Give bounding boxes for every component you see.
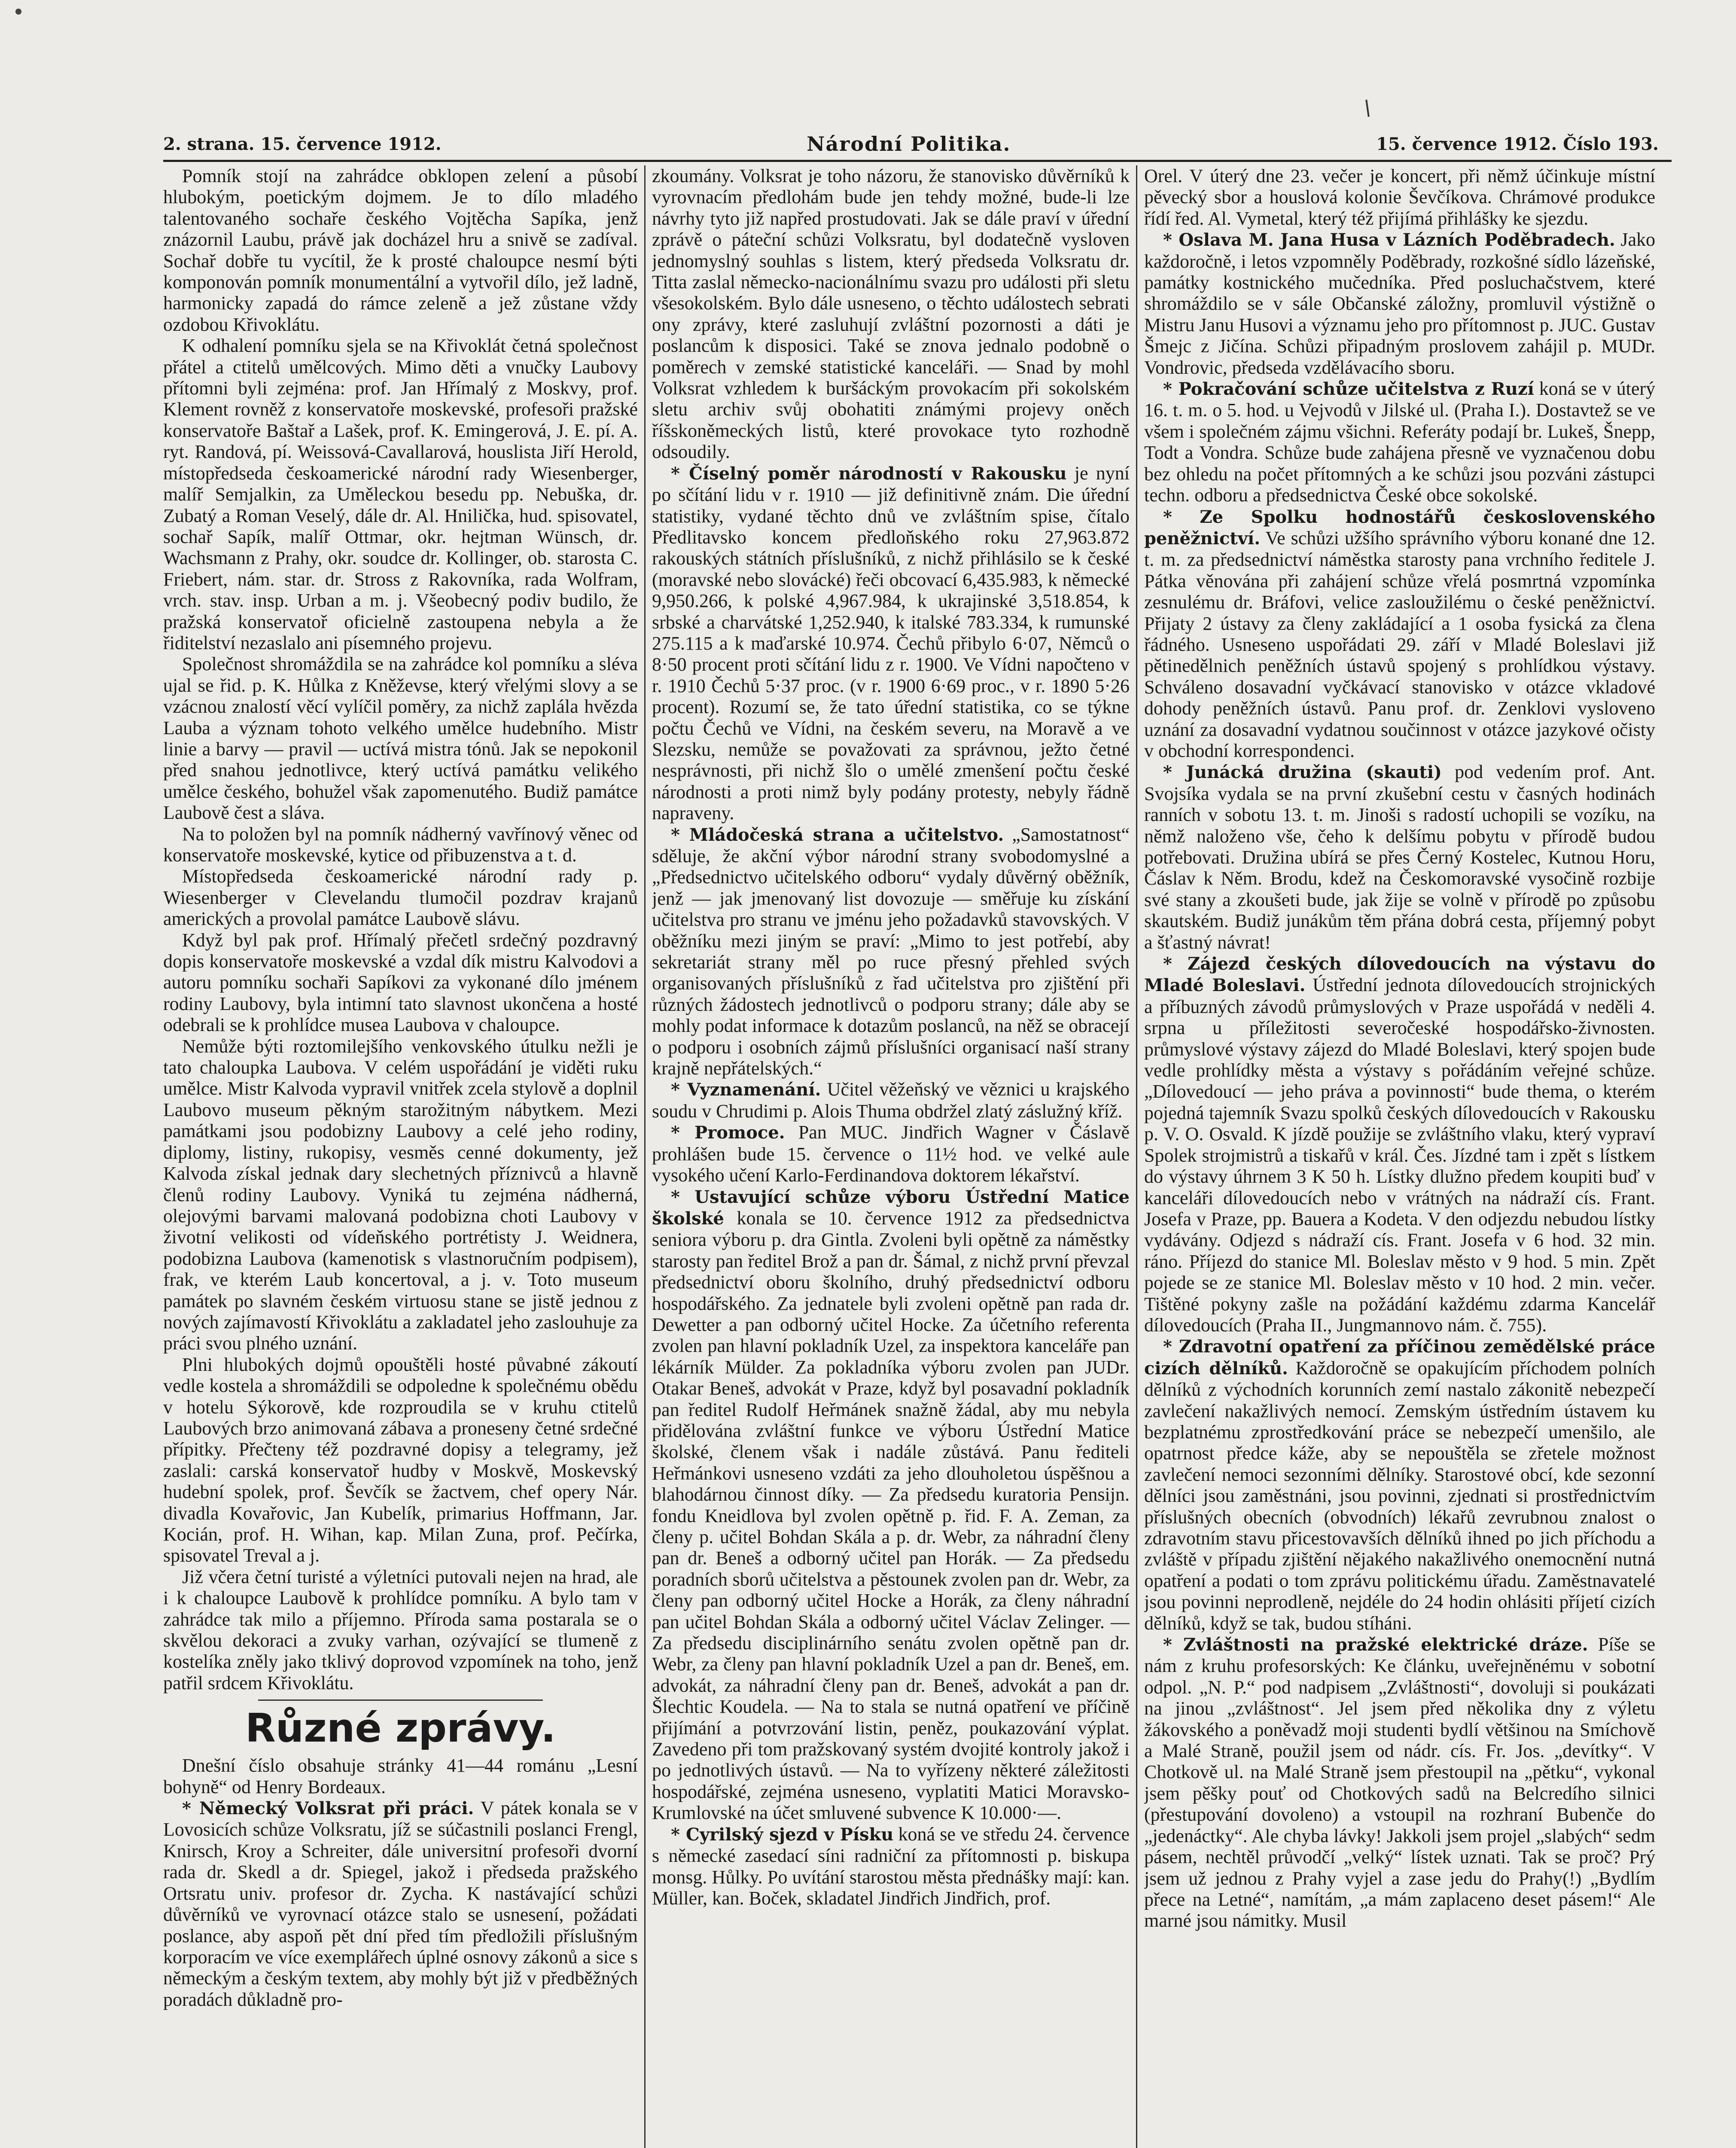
news-item [1144,953,1655,1336]
news-item [652,463,1130,824]
paragraph: Nemůže býti roztomilejšího venkovského útulku nežli je tato chaloupka Laubova. V celém uspořádání je viděti ruku umělce. Mistr Kalvoda vypravil vnitřek zcela stylově a doplnil Laubovo museum pěkným starožitným nábytkem. Mezi památkami jsou podobizny Laubovy a celé jeho rodiny, diplomy, listiny, rukopisy, vesměs cenné dokumenty, jež Kalvoda získal jednak dary slechetných příznivců a hlavně členů rodiny Laubovy. Vyniká tu zejména nádherná, olejovými barvami malovaná podobizna choti Laubovy v životní velikosti od vídeňského portrétisty J. Weidnera, podobizna Laubova (kamenotisk s vlastnoručním podpisem), frak, ve kterém Laub koncertoval, a j. v. Toto museum památek po slavném českém virtuosu stane se jistě jednou z nových zajímavostí Křivoklátu a zakladatel jeho zaslouhuje za práci svou plného uznání. [163,1035,638,1354]
paragraph: Společnost shromáždila se na zahrádce kol pomníku a sléva ujal se řid. p. K. Hůlka z Kněževse, který vřelými slovy a se vzácnou znalostí věcí vylíčil poměry, za nichž zaplála hvězda Lauba a význam tohoto velkého umělce hudebního. Mistr linie a barvy — pravil — uctívá mistra tónů. Jak se nepokonil před snahou jednotlivce, který uctívá památku velikého umělce českého, bohužel však zapomenutého. Budiž památce Laubově čest a sláva. [163,653,638,824]
header-left: 2. strana. 15. července 1912. [163,134,442,154]
column-2 [652,165,1130,2148]
news-item-title: * Oslava M. Jana Husa v Lázních Poděbradech. [1163,230,1615,250]
news-item-text: konala se 10. července 1912 za předsednictva seniora výboru p. dra Gintla. Zvoleni byli opětně za náměstky starosty pan ředitel Brož a pan dr. Šámal, z nichž první převzal předsednictví oboru školního, druhý předsednictví odboru hospodářského. Za jednatele byli zvoleni opětně pan rada dr. Dewetter a pan odborný učitel Hocke. Za účetního referenta zvolen pan hlavní pokladník Uzel, za inspektora kanceláře pan lékárník Mülder. Za pokladníka výboru zvolen pan JUDr. Otakar Beneš, advokát v Praze, když byl posavadní pokladník pan ředitel Rudolf Heřmánek snažně žádal, aby mu nebyla přidělována zvláštní funkce ve výboru Ústřední Matice školské, členem však i nadále zůstává. Panu řediteli Heřmánkovi usneseno vzdáti za jeho dlouholetou úspěšnou a blahodárnou činnost díky. — Za předsedu kuratoria Pensijn. fondu Kneidlova byl zvolen opětně p. řid. F. A. Zeman, za členy p. učitel Bohdan Skála a p. dr. Webr, za náhradní členy pan dr. Beneš a odborný učitel pan Horák. — Za předsedu poradních sborů učitelstva a pěstounek zvolen pan dr. Webr, za členy pan odborný učitel Hocke a Horák, za členy náhradní pan učitel Bohdan Skála a odborný učitel Václav Zelinger. — Za předsedu disciplinárního senátu zvolen opětně pan dr. Webr, za členy pan hlavní pokladník Uzel a pan dr. Beneš, em. advokát, za náhradní členy pan dr. Beneš, advokát a pan dr. Šlechtic Koudela. — Na to stala se nutná opatření ve příčině přijímání a potvrzování listin, peněz, poukazování výplat. Zavedeno při tom pražskovaný systém dvojité kontroly jakož i po jednotlivých ústavů. — Na to vyřízeny některé záležitosti hospodářské, zejména usneseno, vyplatiti Matici Moravsko-Krumlovské na účet smluvené subvence K 10.000·—. [652,1207,1130,1824]
page-header [163,129,1659,159]
news-item-title: * Pokračování schůze učitelstva z Ruzí [1163,379,1534,400]
news-item [652,1122,1130,1186]
news-item-title: * Číselný poměr národností v Rakousku [671,463,1067,484]
news-item-text: koná se v úterý 16. t. m. o 5. hod. u Vejvodů v Jilské ul. (Praha I.). Dostavtež se ve všem i společném zájmu všichni. Referáty podají br. Lukeš, Šnepp, Todt a Vondra. Schůze bude zahájena přesně ve vyznačenou dobu bez ohledu na počet přítomných a ke schůzi jsou pozváni zástupci techn. odboru a předsednictva České obce sokolské. [1144,378,1655,506]
news-item [652,1186,1130,1824]
news-item [652,1824,1130,1909]
news-item-text: koná se ve středu 24. července s německé zasedací síni radniční za přítomnosti p. biskupa monsg. Hůlky. Po uvítání starostou města přednášky mají: kan. Müller, kan. Boček, skladatel Jindřich Jindřich, prof. [652,1823,1130,1909]
section-heading: Různé zprávy. [245,1705,556,1751]
news-item [1144,506,1655,762]
news-item-text: Pan MUC. Jindřich Wagner v Čáslavě prohlášen bude 15. července o 11½ hod. ve velké aule vysokého učení Karlo-Ferdinandova doktorem lékařství. [652,1122,1130,1186]
news-item [1144,229,1655,378]
news-item-title: * Ustavující schůze výboru Ústřední Matice školské [652,1187,1130,1229]
news-item [163,1797,638,2010]
news-item-text: pod vedením prof. Ant. Svojsíka vydala se na první zkušební cestu v časných hodinách ranních v sobotu 13. t. m. Jinoši s radostí uchopili se vozíku, na němž naloženo vše, čeho k delšímu pobytu v přírodě budou potřebovati. Družina ubírá se přes Černý Kostelec, Kutnou Horu, Čáslav k Něm. Brodu, kdež na Českomoravské vysočině rozbije své stany a zkoušeti bude, jak žije se volně v přírodě po způsobu skautském. Budiž junákům těm přána dobrá cesta, příjemný pobyt a šťastný návrat! [1144,761,1655,953]
paragraph: Místopředseda českoamerické národní rady p. Wiesenberger v Clevelandu tlumočil pozdrav krajanů amerických a provolal památce Laubově slávu. [163,866,638,930]
news-item-title: * Vyznamenání. [671,1080,821,1100]
news-item-title: * Německý Volksrat při práci. [182,1798,474,1819]
paragraph: Pomník stojí na zahrádce obklopen zelení a působí hlubokým, poetickým dojmem. Je to dílo mladého talentovaného sochaře českého Vojtěcha Sapíka, jenž znázornil Laubu, právě jak docházel hru a snivě se zadíval. Sochař dobře tu vycítil, že k prosté chaloupce nesmí býti komponován pomník monumentální a vytvořil dílo, jež ladně, harmonicky zapadá do rámce zeleně a jež zůstane vždy ozdobou Křivoklátu. [163,165,638,335]
paragraph: Již včera četní turisté a výletníci putovali nejen na hrad, ale i k chaloupce Laubově k prohlídce pomníku. A bylo tam v zahrádce tak milo a příjemno. Příroda sama postarala se o skvělou dekoraci a zvuky varhan, ozývající se tlumeně z kostelíka zněly jako tklivý doprovod vzpomínek na toho, jenž patřil srdcem Křivoklátu. [163,1566,638,1693]
news-item-title: * Mládočeská strana a učitelstvo. [671,824,1004,845]
paragraph: Dnešní číslo obsahuje stránky 41—44 románu „Lesní bohyně“ od Henry Bordeaux. [163,1755,638,1797]
scan-speck [15,9,21,15]
news-item-text: Jako každoročně, i letos vzpomněly Poděbrady, rozkošné sídlo lázeňské, památky kostnického mučedníka. Před posluchačstvem, které shromáždilo se v sále Občanské záložny, promluvil výstižně o Mistru Janu Husovi a významu jeho pro přítomnost p. JUC. Gustav Šmejc z Jičína. Schůzi připadným proslovem zahájil p. MUDr. Vondrovic, předseda vzdělávacího sboru. [1144,229,1655,378]
news-item-text: V pátek konala se v Lovosicích schůze Volksratu, jíž se súčastnili poslanci Frengl, Knirsch, Kroy a Schreiter, dále universitní profesoři dvorní rada dr. Skedl a dr. Spiegel, jakož i předseda pražského Ortsratu univ. profesor dr. Zycha. K nastávající schůzi důvěrníků ve vyrovnací otázce stalo se usnesení, požádati poslance, aby aspoň pět dní před tím předložili příslušným korporacím ve více exemplářech úplné osnovy zákonů a sice s německým a českým textem, aby mohly být již v předběžných poradách důkladně pro- [163,1797,638,2010]
section-rule [258,1699,543,1701]
column-1 [163,165,638,2148]
news-item [1144,378,1655,506]
news-item-text: Ústřední jednota dílovedoucích strojnických a příbuzných závodů průmyslových v Praze uspořádá v neděli 4. srpna u příležitosti severočeské hospodářsko-živnosten. průmyslové výstavy zájezd do Mladé Boleslavi, který spojen bude vedle prohlídky města a výstavy s pořádáním veřejné schůze. „Dílovedoucí — jeho práva a povinnosti“ bude thema, o kterém pojedná tajemník Svazu spolků českých dílovedoucích v Rakousku p. V. O. Osvald. K jízdě použije se zvláštního vlaku, který vypraví Spolek strojmistrů a tiskařů v král. Čes. Jízdné tam i zpět s lístkem do výstavy úhrnem 3 K 50 h. Lístky dlužno předem koupiti buď v kanceláři dílovedoucích nebo v vrátných na nádraží cís. Frant. Josefa v Praze, pp. Bauera a Kodeta. V den odjezdu nebudou lístky vydávány. Odjezd s nádraží cís. Frant. Josefa v 6 hod. 32 min. ráno. Příjezd do stanice Ml. Boleslav město v 9 hod. 5 min. Zpět pojede se ze stanice Ml. Boleslav město v 10 hod. 2 min. večer. Tištěné pokyny zašle na požádání každému zdarma Kancelář dílovedoucích (Praha II., Jungmannovo nám. č. 755). [1144,974,1655,1336]
news-item-title: * Promoce. [671,1123,785,1143]
masthead-title: Národní Politika. [807,132,1011,156]
news-item-title: * Junácká družina (skauti) [1163,762,1442,783]
news-item-title: * Zájezd českých dílovedoucích na výstavu do Mladé Boleslavi. [1144,954,1655,996]
column-separator [1136,165,1137,2148]
scan-mark [1365,100,1370,117]
paragraph: Orel. V úterý dne 23. večer je koncert, při němž účinkuje místní pěvecký sbor a houslová kolonie Ševčíkova. Chrámové produkce řídí řed. Al. Vymetal, který též přijímá přihlášky ke sjezdu. [1144,165,1655,229]
news-item-title: * Zvláštnosti na pražské elektrické dráze. [1163,1635,1588,1655]
news-item-text: Ve schůzi užšího správního výboru konané dne 12. t. m. za předsednictví náměstka starosty pana vrchního ředitele J. Pátka věnována při zahájení schůze vřelá posmrtná vzpomínka zesnulému dr. Bráfovi, velice zasloužilému o české peněžnictví. Přijaty 2 ústavy za členy zakládající a 1 osoba fysická za člena řádného. Usneseno uspořádati 29. září v Mladé Boleslavi již pětinedělnich peněžních ústavů spojený s prohlídkou výstavy. Schváleno dosavadní vyčkávací stanovisko v otázce vkladové dohody peněžních ústavů. Panu prof. dr. Zenklovi vysloveno uznání za dosavadní vydatnou součinnost v otázce jazykové očisty v obchodní korrespondenci. [1144,527,1655,761]
paragraph: Na to položen byl na pomník nádherný vavřínový věnec od konservatoře moskevské, kytice od přibuzenstva a t. d. [163,823,638,866]
news-item [1144,1336,1655,1634]
column-3 [1144,165,1655,2148]
news-item-title: * Cyrilský sjezd v Písku [671,1824,894,1845]
paragraph: Když byl pak prof. Hřímalý přečetl srdečný pozdravný dopis konservatoře moskevské a vzdal dík mistru Kalvodovi a autoru pomníku sochaři Sapíkovi za vykonané dílo jménem rodiny Laubovy, byla intimní tato slavnost ukončena a hosté odebrali se k prohlídce musea Laubova v chaloupce. [163,929,638,1036]
news-item-text: Každoročně se opakujícím příchodem polních dělníků z východních korunních zemí nastalo zákonitě nebezpečí zavlečení nakažlivých nemocí. Zemským ústředním ústavem ku bezplatnému zprostředkování práce se nebezpečí umenšilo, ale opatrnost předce káže, aby se nepouštěla se zřetele možnost zavlečení nemoci sezonními dělníky. Starostové obcí, kde sezonní dělníci jsou zaměstnáni, jsou povinni, zjednati si prostřednictvím příslušných obecních (obvodních) lékařů zevrubnou znalost o zdravotním stavu přicestovavších dělníků ihned po jich příchodu a zvláště v případu zjištění nějakého nakažlivého onemocnění nutná opatření a podati o tom zprávu politickému úřadu. Zaměstnavatelé jsou povinni neprodleně, nejdéle do 24 hodin ohlásiti příjetí cizích dělníků, když se tak, budou stíháni. [1144,1357,1655,1634]
news-item [1144,761,1655,953]
news-item-text: je nyní po sčítání lidu v r. 1910 — již definitivně znám. Die úřední statistiky, vydané těchto dnů ve zvláštním spise, čítalo Předlitavsko koncem předloňského roku 27,963.872 rakouských státních příslušníků, z nichž přihlásilo se k české (moravské nebo slovácké) řeči obcovací 6,435.983, k německé 9,950.266, k polské 4,967.984, k ukrajinské 3,518.854, k srbské a charvátské 1,252.940, k italské 783.334, k rumunské 275.115 a k maďarské 10.974. Čechů přibylo 6·07, Němců o 8·50 procent proti sčítání lidu z r. 1900. Ve Vídni napočteno v r. 1910 Čechů 5·37 proc. (v r. 1900 6·69 proc., v r. 1890 5·26 procent). Rozumí se, že tato úřední statistika, co se týkne počtu Čechů ve Vídni, na českém severu, na Moravě a ve Slezsku, nemůže se považovati za správnou, ježto četné nesprávnosti, při nichž šlo o umělé zmenšení počtu české národnosti a proti nimž byly podány protesty, nebyly řádně napraveny. [652,462,1130,824]
paragraph: K odhalení pomníku sjela se na Křivoklát četná společnost přátel a ctitelů umělcových. Mimo děti a vnučky Laubovy přítomni byli zejména: prof. Jan Hřímalý z Moskvy, prof. Klement rovněž z konservatoře moskevské, profesoři pražské konservatoře Baštař a Lašek, prof. K. Emingerová, J. E. pí. A. ryt. Randová, pí. Weissová-Cavallarová, houslista Jiří Herold, místopředseda českoamerické národní rady Wiesenberger, malíř Semjalkin, za Uměleckou besedu pp. Nebuška, dr. Zubatý a Roman Veselý, dále dr. Al. Hnilička, hud. spisovatel, sochař Sapík, malíř Ottmar, okr. hejtman Wünsch, dr. Wachsmann z Prahy, okr. soudce dr. Kollinger, ob. starosta C. Friebert, nám. star. dr. Stross z Rakovníka, rada Wolfram, vrch. stav. insp. Urban a m. j. Všeobecný podiv budilo, že pražská konservatoř oficielně zastoupena nebyla a že řiditelství nezaslalo ani písemného projevu. [163,335,638,653]
news-item-text: Píše se nám z kruhu profesorských: Ke článku, uveřejněnému v sobotní odpol. „N. P.“ pod nadpisem „Zvláštnosti“, dovoluji si poukázati na jinou „zvláštnost“. Jel jsem před několika dny z výletu žákovského a poněvadž moji studenti bydlí většinou na Smíchově a Malé Straně, použil jsem od nádr. cís. Fr. Jos. „devítky“. V Chotkově ul. na Malé Straně jsem přestoupil na „pětku“, vykonal jsem pěšky pouť od Chotkových sadů na Belcredího silnici (přestupování dovoleno) a vstoupil na rozhraní Bubenče do „jedenáctky“. Ale chyba lávky! Jakkoli jsem projel „slabých“ sedm pásem, nechtěl průvodčí „velký“ lístek uznati. Tak se proč? Prý jsem už jednou z Prahy vyjel a zase jedu do Prahy(!) „Bydlím přece na Letné“, namítám, „a mám zaplaceno deset pásem!“ Ale marné jsou námitky. Musil [1144,1634,1655,1931]
news-item [652,1079,1130,1122]
column-separator [644,165,646,2148]
header-rule [163,160,1672,162]
header-right: 15. července 1912. Číslo 193. [1376,134,1659,154]
news-item-text: Učitel věžeňský ve věznici u krajského soudu v Chrudimi p. Alois Thuma obdržel zlatý záslužný kříž. [652,1079,1130,1122]
news-item [652,824,1130,1079]
paragraph: zkoumány. Volksrat je toho názoru, že stanovisko důvěrníků k vyrovnacím předlohám bude jen tehdy možné, bude-li lze návrhy tyto již napřed prostudovati. Jak se dále praví v úřední zprávě o páteční schůzi Volksratu, byl dodatečně vysloven jednomyslný souhlas s listem, který předseda Volksratu dr. Titta zaslal německo-nacionálnímu svazu pro události při sletu všesokolském. Bylo dále usneseno, o těchto událostech sebrati ony zprávy, které zasluhují zvláštní pozornosti a dáti je poslancům k disposici. Také se znova jednalo podobně o poměrech v zemské statistické kanceláři. — Snad by mohl Volksrat vzhledem k buršáckým provokacím při sokolském sletu archiv svůj obohatiti známými projevy oněch říšskoněmeckých listů, které provokace tyto rozhodně odsoudily. [652,165,1130,463]
news-item-text: „Samostatnost“ sděluje, že akční výbor národní strany svobodomyslné a „Předsednictvo učitelského odboru“ vydaly důvěrný oběžník, jenž — jak jmenovaný list dovozuje — směřuje ku získání učitelstva pro stranu ve jménu jeho požadavků stavovských. V oběžníku mezi jiným se praví: „Mimo to jest potřebí, aby sekretariát strany měl po ruce přesný přehled svých organisovaných příslušníků z řad učitelstva pro zjištění při různých žádostech jednotlivců o podporu strany; dále aby se mohly podat informace k dotazům poslanců, na něž se obracejí o podporu i osobních zájmů příslušníci organisací naší strany krajně nepřátelských.“ [652,824,1130,1079]
news-item-title: * Zdravotní opatření za příčinou zemědělské práce cizích dělníků. [1144,1336,1655,1379]
paragraph: Plni hlubokých dojmů opouštěli hosté půvabné zákoutí vedle kostela a shromáždili se odpoledne k společnému obědu v hotelu Sýkorově, kde rozproudila se v kruhu ctitelů Laubových brzo animovaná zábava a proneseny četné srdečné přípitky. Přečteny též pozdravné dopisy a telegramy, jež zaslali: carská konservatoř hudby v Moskvě, Moskevský hudební spolek, prof. Ševčík se žactvem, chef opery Nár. divadla Kovařovic, Jan Kubelík, primarius Hoffmann, Jar. Kocián, prof. H. Wihan, kap. Milan Zuna, prof. Pečírka, spisovatel Treval a j. [163,1354,638,1566]
news-item [1144,1634,1655,1931]
news-item-title: * Ze Spolku hodnostářů československého peněžnictví. [1144,506,1655,549]
